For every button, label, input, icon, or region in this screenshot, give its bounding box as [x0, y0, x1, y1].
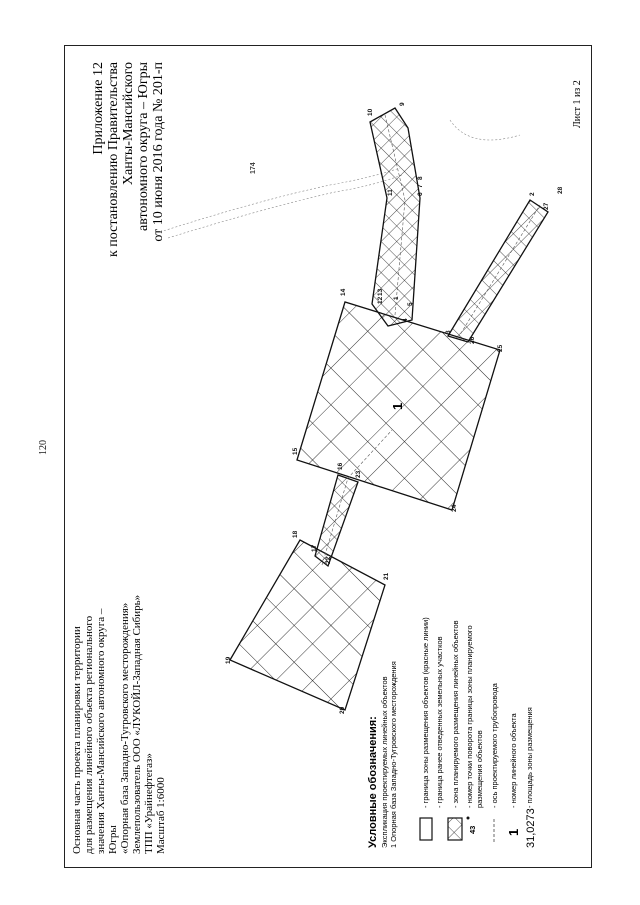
- point-label-22: 22: [325, 556, 332, 564]
- prior-allotment-lines: [160, 120, 520, 238]
- point-label-4: 4: [402, 318, 409, 322]
- point-label-5: 5: [407, 302, 414, 306]
- header-left-line-7: ТПП «Урайнефтегаз»: [143, 753, 155, 854]
- legend-item-5: размещения объектов: [475, 730, 484, 808]
- point-label-17: 17: [311, 544, 318, 552]
- point-label-28: 28: [557, 186, 564, 194]
- sheet-label: Лист 1 из 2: [572, 80, 583, 128]
- header-right-line-5: от 10 июня 2016 года № 201-п: [151, 62, 166, 242]
- point-label-19: 19: [225, 656, 232, 664]
- point-label-20: 20: [339, 706, 346, 714]
- header-left-line-5: «Опорная база Западно-Тугровского месторождения»: [119, 602, 131, 854]
- point-label-10: 10: [367, 108, 374, 116]
- object-number-label: 1: [390, 402, 405, 410]
- point-label-7: 7: [417, 184, 424, 188]
- header-right-line-2: к постановлению Правительства: [106, 62, 121, 258]
- legend-symbol-point: [467, 817, 470, 820]
- legend-explication-item: 1 Опорная база Западно-Тугровского месторождения: [389, 661, 398, 848]
- header-right-line-3: Ханты-Мансийского: [121, 62, 136, 186]
- point-label-27: 27: [543, 202, 550, 210]
- header-right-line-1: Приложение 12: [91, 62, 106, 155]
- point-label-23: 23: [355, 470, 362, 478]
- legend-item-2: - граница ранее отведенных земельных участков: [435, 636, 444, 808]
- point-label-11: 11: [387, 189, 394, 196]
- zone-square-west: [230, 540, 385, 710]
- legend-item-6: - ось проектируемого трубопровода: [490, 683, 499, 808]
- header-left-line-6: Землепользователь ООО «ЛУКОЙЛ-Западная Сибирь»: [131, 594, 143, 854]
- point-label-16: 16: [337, 462, 344, 470]
- legend-symbol-area: 31,0273: [525, 808, 537, 848]
- header-left-line-3: значения Ханты-Мансийского автономного округа –: [95, 608, 107, 854]
- point-label-2: 2: [529, 192, 536, 196]
- header-right-block: [91, 61, 166, 257]
- legend-symbol-red-lines: [420, 818, 432, 840]
- header-left-block: [71, 595, 167, 854]
- header-left-line-4: Югры: [107, 825, 119, 854]
- legend-item-8: - площадь зоны размещения: [525, 707, 534, 808]
- zone-connector-west: [315, 475, 358, 566]
- zone-polygons: [230, 108, 548, 710]
- point-label-8: 8: [417, 176, 424, 180]
- header-left-line-2: для размещения линейного объекта регионального: [83, 615, 95, 854]
- point-label-12: 12: [377, 296, 384, 304]
- legend-item-1: - граница зоны размещения объектов (красные линии): [421, 617, 430, 808]
- point-label-9: 9: [399, 102, 406, 106]
- header-left-line-1: Основная часть проекта планировки территории: [71, 626, 83, 854]
- header-right-line-4: автономного округа – Югры: [136, 62, 151, 231]
- legend-explication-title: Экспликация проектируемых линейных объектов: [380, 676, 389, 848]
- page-number: 120: [38, 440, 49, 455]
- point-label-25: 25: [497, 344, 504, 352]
- zone-corridor-east: [448, 200, 548, 342]
- point-label-3: 3: [445, 330, 452, 334]
- legend-symbol-point-label: 43: [468, 825, 477, 834]
- header-left-line-8: Масштаб 1:6000: [155, 777, 167, 854]
- point-label-13: 13: [377, 288, 384, 296]
- legend-symbol-object-number: 1: [506, 828, 521, 836]
- point-label-26: 26: [469, 336, 476, 344]
- legend-title: Условные обозначения:: [367, 716, 379, 848]
- legend-item-3: - зона планируемого размещения линейных объектов: [451, 620, 460, 808]
- legend-symbol-zone: [448, 818, 462, 840]
- point-label-24: 24: [451, 504, 458, 512]
- legend-item-4: - номер точки поворота границы зоны планируемого: [465, 625, 474, 808]
- point-label-6: 6: [417, 192, 424, 196]
- point-label-18: 18: [292, 530, 299, 538]
- point-label-14: 14: [340, 288, 347, 296]
- point-label-21: 21: [383, 572, 390, 580]
- contour-label-174: 174: [250, 162, 257, 174]
- point-label-15: 15: [292, 447, 299, 455]
- point-label-1: 1: [393, 296, 400, 300]
- legend-item-7: - номер линейного объекта: [509, 713, 518, 808]
- legend: [367, 617, 537, 848]
